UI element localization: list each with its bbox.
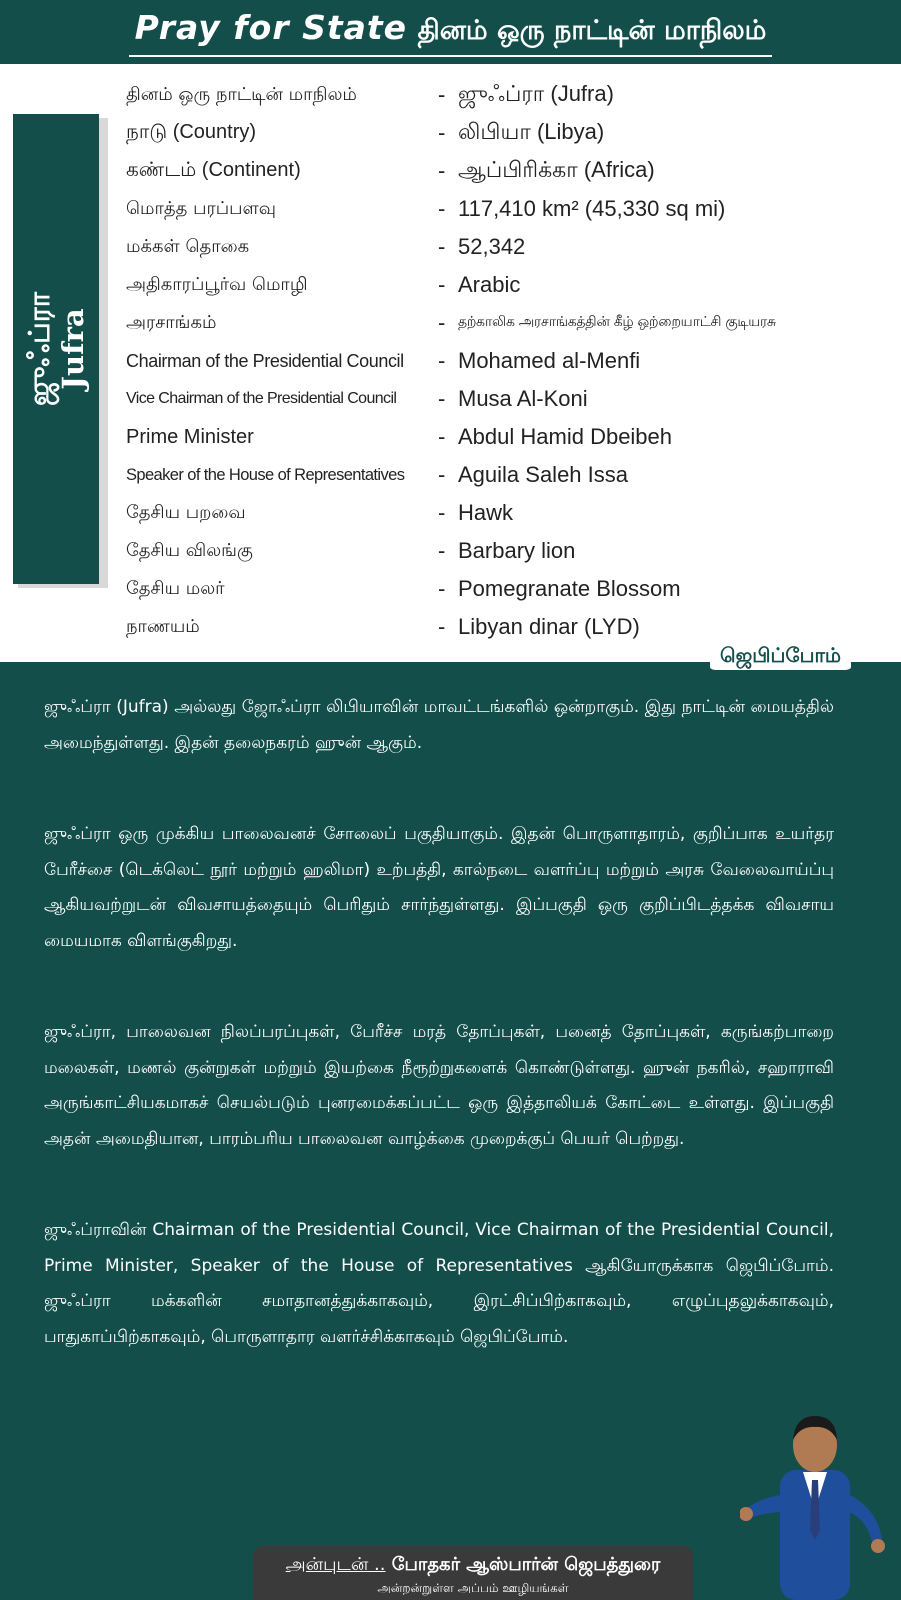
info-value: Abdul Hamid Dbeibeh [458,424,673,449]
info-label: அதிகாரப்பூர்வ மொழி [126,273,308,295]
info-value: Barbary lion [458,538,576,563]
footer-prefix: அன்புடன் .. [285,1554,386,1575]
info-label: மொத்த பரப்பளவு [126,197,277,219]
info-row-vice-chairman [126,380,896,418]
info-value: Arabic [458,272,521,297]
separator: - [438,120,446,145]
separator: - [438,462,446,487]
separator: - [438,234,446,259]
info-value: Hawk [458,500,514,525]
info-row-government [126,304,896,342]
separator: - [438,614,446,639]
paragraph-landscape: ஜுஃப்ரா, பாலைவன நிலப்பரப்புகள், பேரீச்ச மரத் தோப்புகள், பனைத் தோப்புகள், கருங்கற்பாறை மலைகள், மணல் குன்றுகள் மற்றும் இயற்கை நீரூற்றுகளைக் கொண்டுள்ளது. ஹுன் நகரில், சஹாராவி அருங்காட்சியகமாகச் செயல்படும் புனரமைக்கப்பட்ட ஒரு இத்தாலியக் கோட்டை உள்ளது. இப்பகுதி அதன் அமைதியான, பாரம்பரிய பாலைவன வாழ்க்கை முறைக்குப் பெயர் பெற்றது. [44,1022,834,1149]
separator: - [438,576,446,601]
info-row-national-bird [126,494,896,532]
info-row-area [126,190,896,228]
side-label-english: Jufra [56,308,90,390]
info-rows [126,76,896,646]
info-row-country [126,114,896,152]
info-label: Speaker of the House of Representatives [126,465,405,484]
paragraph-intro: ஜுஃப்ரா (Jufra) அல்லது ஜோஃப்ரா லிபியாவின் மாவட்டங்களில் ஒன்றாகும். இது நாட்டின் மையத்தில் அமைந்துள்ளது. இதன் தலைநகரம் ஹுன் ஆகும். [44,697,834,753]
info-row-continent [126,152,896,190]
info-value: Mohamed al-Menfi [458,348,641,373]
info-label: Chairman of the Presidential Council [126,350,404,371]
info-label: நாடு (Country) [126,120,257,143]
info-row-population [126,228,896,266]
info-row-chairman [126,342,896,380]
info-label: தினம் ஒரு நாட்டின் மாநிலம் [126,83,357,105]
pastor-figure [740,1400,890,1600]
separator: - [438,538,446,563]
info-label: அரசாங்கம் [126,311,217,333]
info-value: Pomegranate Blossom [458,576,681,601]
footer-author: போதகர் ஆஸ்பார்ன் ஜெபத்துரை [391,1554,661,1575]
info-row-national-flower [126,570,896,608]
side-label [13,114,99,584]
separator: - [438,82,446,107]
side-label-text [22,292,90,406]
info-value: Libyan dinar (LYD) [458,614,640,639]
separator: - [438,272,446,297]
info-value: ஆப்பிரிக்கா (Africa) [458,156,655,182]
paragraph-prayer: ஜுஃப்ராவின் Chairman of the Presidential Council, Vice Chairman of the Presidential Council, Prime Minister, Speaker of the House of Representatives ஆகியோருக்காக ஜெபிப்போம். ஜுஃப்ரா மக்களின் சமாதானத்துக்காகவும், இரட்சிப்பிற்காகவும், எழுப்புதலுக்காகவும், பாதுகாப்பிற்காகவும், பொருளாதார வளர்ச்சிக்காகவும் ஜெபிப்போம். [44,1220,834,1347]
info-label: தேசிய விலங்கு [126,539,253,561]
article-body [44,690,834,1355]
info-value: ஜுஃப்ரா (Jufra) [458,80,614,106]
info-value: லிபியா (Libya) [458,118,605,144]
info-row-language [126,266,896,304]
info-row-national-animal [126,532,896,570]
info-row-speaker [126,456,896,494]
footer-author-line [253,1546,693,1580]
info-row-prime-minister [126,418,896,456]
info-value: 52,342 [458,234,526,259]
title-english: Pray for State [134,8,408,47]
footer-organization: அன்றன்றுள்ள அப்பம் ஊழியங்கள் [377,1581,569,1595]
info-label: மக்கள் தொகை [126,235,250,257]
info-row-state [126,76,896,114]
separator: - [438,500,446,525]
separator: - [438,158,446,183]
info-value: Musa Al-Koni [458,386,588,411]
info-label: Prime Minister [126,425,254,448]
separator: - [438,196,446,221]
separator: - [438,386,446,411]
info-label: கண்டம் (Continent) [126,158,301,181]
info-value: 117,410 km² (45,330 sq mi) [458,196,726,221]
footer-credit [253,1546,693,1600]
info-label: நாணயம் [126,615,200,637]
info-label: Vice Chairman of the Presidential Council [126,390,397,407]
separator: - [438,310,446,335]
page-header [0,0,901,64]
info-label: தேசிய மலர் [126,577,225,599]
info-value: Aguila Saleh Issa [458,462,628,487]
page-title [129,8,773,57]
info-panel [0,64,901,667]
separator: - [438,348,446,373]
title-tamil: தினம் ஒரு நாட்டின் மாநிலம் [417,15,767,46]
paragraph-economy: ஜுஃப்ரா ஒரு முக்கிய பாலைவனச் சோலைப் பகுதியாகும். இதன் பொருளாதாரம், குறிப்பாக உயர்தர பேரீச்சை (டெக்லெட் நூர் மற்றும் ஹலிமா) உற்பத்தி, கால்நடை வளர்ப்பு மற்றும் அரசு வேலைவாய்ப்பு ஆகியவற்றுடன் விவசாயத்தையும் பெரிதும் சார்ந்துள்ளது. இப்பகுதி ஒரு குறிப்பிடத்தக்க விவசாய மையமாக விளங்குகிறது. [44,824,834,951]
info-label: தேசிய பறவை [126,501,246,523]
side-label-tamil: ஜுஃப்ரா [22,292,56,406]
pray-badge: ஜெபிப்போம் [710,640,851,673]
separator: - [438,424,446,449]
info-value: தற்காலிக அரசாங்கத்தின் கீழ் ஒற்றையாட்சி குடியரசு [458,314,776,330]
